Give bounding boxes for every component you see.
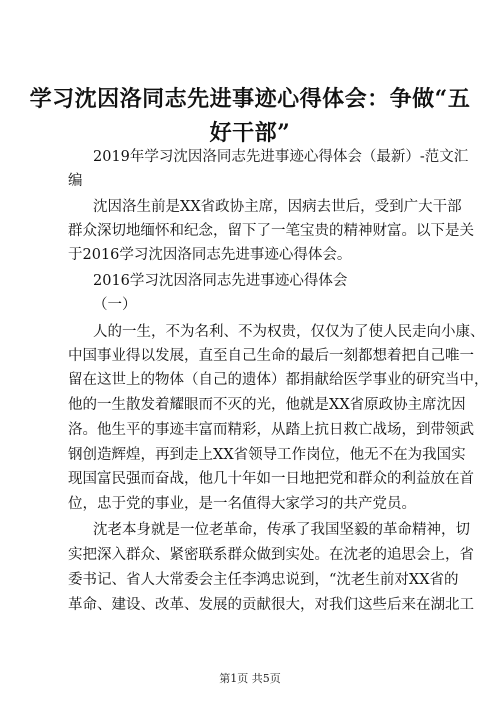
- title-line-1: 学习沈因洛同志先进事迹心得体会：争做“五: [29, 86, 471, 112]
- body-line-6: 钢创造辉煌，再到走上XX省领导工作岗位，他无不在为我国实: [68, 447, 466, 463]
- subtitle-line-2: 编: [68, 173, 83, 189]
- section-number: （一）: [93, 297, 137, 313]
- document-title: [0, 82, 500, 150]
- body-line-5: 洛。他生平的事迹丰富而精彩，从踏上抗日救亡战场，到带领武: [68, 422, 474, 438]
- subtitle-line-1: 2019年学习沈因洛同志先进事迹心得体会（最新）-范文汇: [93, 149, 469, 165]
- body-line-3: 留在这世上的物体（自己的遗体）都捐献给医学事业的研究当中，: [68, 372, 489, 388]
- body-line-10: 实把深入群众、紧密联系群众做到实处。在沈老的追思会上，省: [68, 547, 474, 563]
- intro-line-2: 群众深切地缅怀和纪念，留下了一笔宝贵的精神财富。以下是关: [68, 223, 474, 239]
- body-line-1: 人的一生，不为名利、不为权贵，仅仅为了使人民走向小康、: [93, 324, 485, 340]
- body-line-12: 革命、建设、改革、发展的贡献很大，对我们这些后来在湖北工: [68, 597, 474, 613]
- body-line-9: 沈老本身就是一位老革命，传承了我国坚毅的革命精神，切: [93, 522, 470, 538]
- page-footer: 第1页 共5页: [219, 672, 281, 685]
- intro-line-1: 沈因洛生前是XX省政协主席，因病去世后，受到广大干部: [93, 199, 462, 215]
- body-line-11: 委书记、省人大常委会主任李鸿忠说到，“沈老生前对XX省的: [68, 572, 459, 588]
- section-heading: 2016学习沈因洛同志先进事迹心得体会: [93, 273, 348, 289]
- body-line-8: 位，忠于党的事业，是一名值得大家学习的共产党员。: [68, 496, 416, 512]
- body-line-2: 中国事业得以发展，直至自己生命的最后一刻都想着把自己唯一: [68, 348, 474, 364]
- title-line-2: 好干部”: [209, 120, 291, 146]
- intro-line-3: 于2016学习沈因洛同志先进事迹心得体会。: [68, 247, 352, 263]
- body-line-4: 他的一生散发着耀眼而不灭的光，他就是XX省原政协主席沈因: [68, 397, 466, 413]
- body-line-7: 现国富民强而奋战，他几十年如一日地把党和群众的利益放在首: [68, 471, 474, 487]
